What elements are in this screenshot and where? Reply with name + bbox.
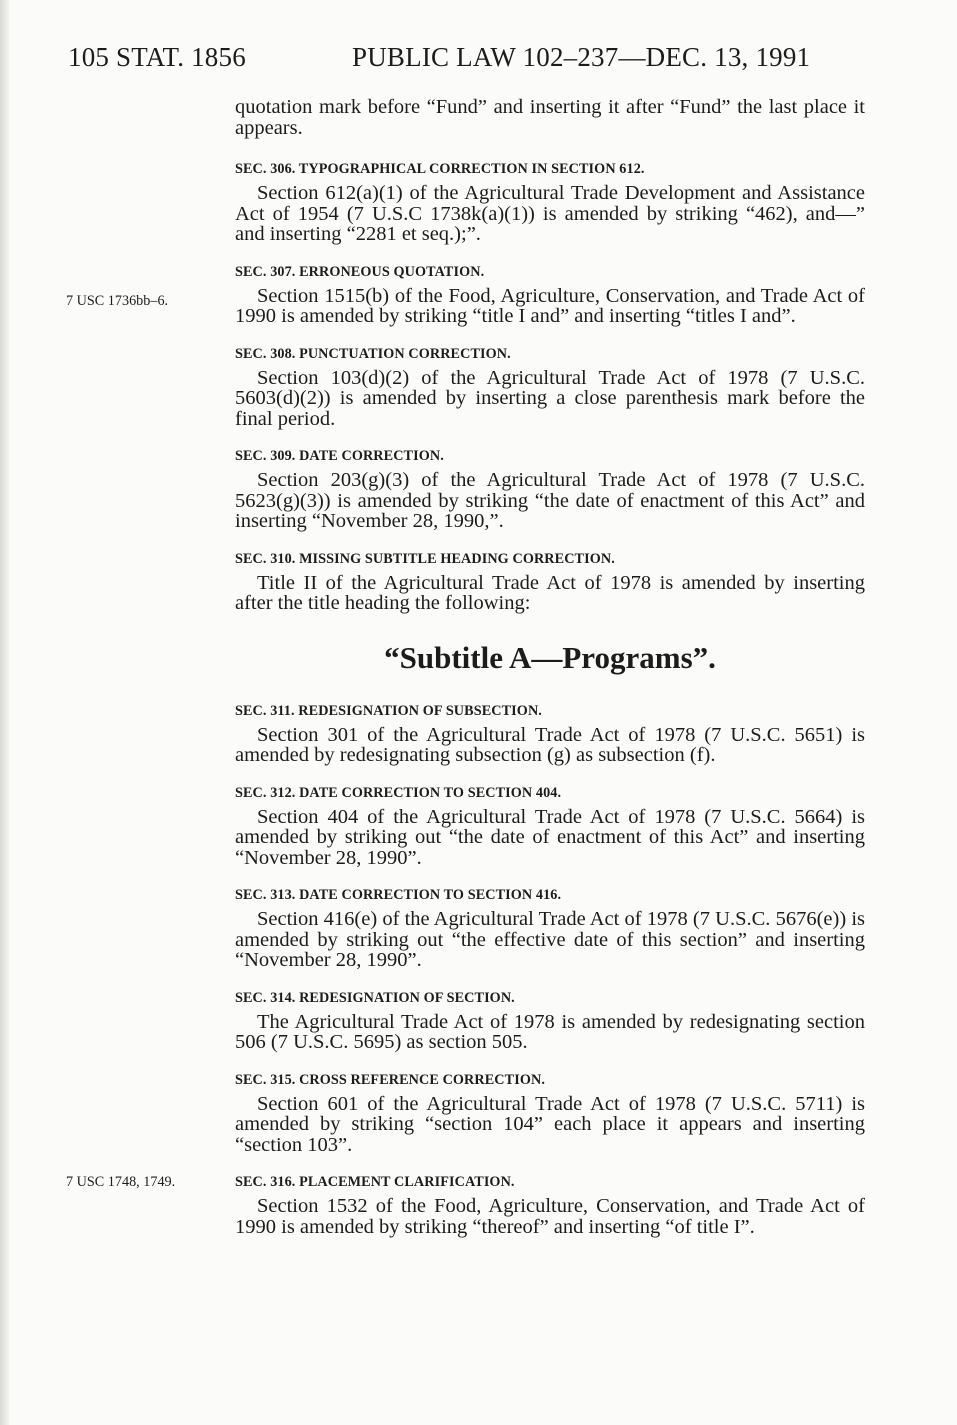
section-heading: SEC. 308. PUNCTUATION CORRECTION. [235,345,511,362]
subtitle-heading: “Subtitle A—Programs”. [384,639,716,675]
page-header [68,42,888,78]
page-body [235,97,865,1237]
margin-note-usc: 7 USC 1736bb–6. [66,293,169,309]
margin-note-usc: 7 USC 1748, 1749. [66,1174,176,1190]
section-text: Section 103(d)(2) of the Agricultural Trade Act of 1978 (7 U.S.C. 5603(d)(2)) is amended by inserting a close parenthesis mark before the final period. [235,366,865,430]
section-heading: SEC. 313. DATE CORRECTION TO SECTION 416. [235,887,562,903]
section-text: Section 601 of the Agricultural Trade Act of 1978 (7 U.S.C. 5711) is amended by striking “section 104” each place it appears and inserting “section 103”. [235,1092,865,1156]
section-heading: SEC. 307. ERRONEOUS QUOTATION. [235,263,485,280]
section-heading: SEC. 311. REDESIGNATION OF SUBSECTION. [235,702,542,719]
public-law-citation: PUBLIC LAW 102–237—DEC. 13, 1991 [352,42,811,72]
section-text: Section 404 of the Agricultural Trade Act of 1978 (7 U.S.C. 5664) is amended by striking out “the date of enactment of this Act” and inserting “November 28, 1990”. [235,805,865,869]
section-text: Section 203(g)(3) of the Agricultural Trade Act of 1978 (7 U.S.C. 5623(g)(3)) is amended by striking “the date of enactment of this Act” and inserting “November 28, 1990,”. [235,469,865,532]
section-heading: SEC. 309. DATE CORRECTION. [235,448,444,464]
section-text: Section 416(e) of the Agricultural Trade Act of 1978 (7 U.S.C. 5676(e)) is amended by striking out “the effective date of this section” and inserting “November 28, 1990”. [235,908,865,971]
section-heading: SEC. 310. MISSING SUBTITLE HEADING CORRECTION. [235,550,615,567]
statute-page-number: 105 STAT. 1856 [68,42,246,72]
section-heading: SEC. 314. REDESIGNATION OF SECTION. [235,989,515,1006]
section-heading: SEC. 316. PLACEMENT CLARIFICATION. [235,1174,515,1190]
section-text: Section 301 of the Agricultural Trade Act of 1978 (7 U.S.C. 5651) is amended by redesignating subsection (g) as subsection (f). [235,723,865,766]
intro-paragraph: quotation mark before “Fund” and inserting it after “Fund” the last place it appears. [235,96,865,139]
section-text: Section 1515(b) of the Food, Agriculture, Conservation, and Trade Act of 1990 is amended by striking “title I and” and inserting “titles I and”. [235,284,865,327]
section-text: Section 612(a)(1) of the Agricultural Trade Development and Assistance Act of 1954 (7 U.S.C 1738k(a)(1)) is amended by striking “462), and—” and inserting “2281 et seq.);”. [235,182,865,245]
section-heading: SEC. 315. CROSS REFERENCE CORRECTION. [235,1071,545,1088]
section-text: Title II of the Agricultural Trade Act of 1978 is amended by inserting after the title heading the following: [235,571,865,614]
section-heading: SEC. 312. DATE CORRECTION TO SECTION 404. [235,784,562,801]
section-text: Section 1532 of the Food, Agriculture, Conservation, and Trade Act of 1990 is amended by striking “thereof” and inserting “of title I”. [235,1195,865,1238]
page-edge-shadow [0,0,9,1425]
section-heading: SEC. 306. TYPOGRAPHICAL CORRECTION IN SECTION 612. [235,161,645,177]
section-text: The Agricultural Trade Act of 1978 is amended by redesignating section 506 (7 U.S.C. 5695) as section 505. [235,1010,865,1053]
